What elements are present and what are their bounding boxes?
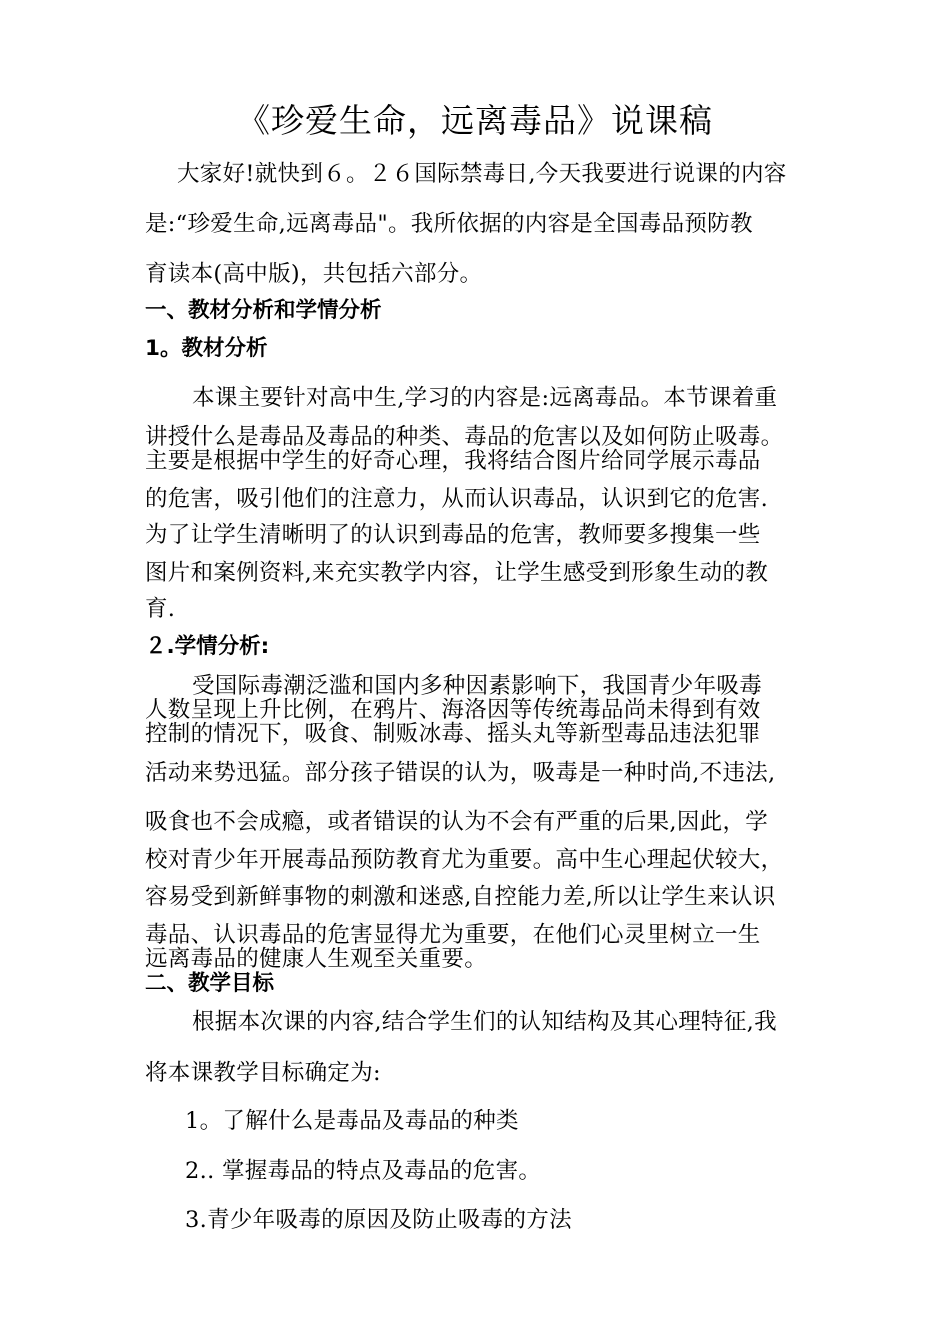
paragraph-line: 容易受到新鲜事物的刺激和迷惑,自控能力差,所以让学生来认识 [145, 884, 776, 910]
list-item: 1。了解什么是毒品及毒品的种类 [185, 1108, 519, 1134]
paragraph-line: 毒品、认识毒品的危害显得尤为重要，在他们心灵里树立一生 [145, 922, 761, 948]
paragraph-line: 将本课教学目标确定为: [145, 1060, 381, 1086]
paragraph-line: 是:“珍爱生命,远离毒品"。我所依据的内容是全国毒品预防教 [145, 211, 753, 237]
paragraph-line: 的危害，吸引他们的注意力，从而认识毒品，认识到它的危害. [145, 486, 769, 512]
subsection-heading-textbook-analysis: 1。教材分析 [145, 336, 268, 361]
paragraph-line: 校对青少年开展毒品预防教育尤为重要。高中生心理起伏较大， [145, 847, 784, 873]
paragraph-line: 远离毒品的健康人生观至关重要。 [145, 946, 488, 972]
document-title: 《珍爱生命，远离毒品》说课稿 [237, 101, 713, 140]
section-heading-1: 一、教材分析和学情分析 [145, 298, 382, 323]
paragraph-line: 根据本次课的内容,结合学生们的认知结构及其心理特征,我 [192, 1009, 777, 1035]
subsection-heading-learner-analysis: ２.学情分析: [145, 634, 270, 659]
paragraph-line: 育. [145, 596, 176, 622]
paragraph-line: 人数呈现上升比例，在鸦片、海洛因等传统毒品尚未得到有效 [145, 697, 761, 723]
paragraph-line: 活动来势迅猛。部分孩子错误的认为，吸毒是一种时尚,不违法, [145, 760, 776, 786]
section-heading-2: 二、教学目标 [145, 971, 275, 996]
paragraph-line: 吸食也不会成瘾，或者错误的认为不会有严重的后果,因此，学 [145, 809, 769, 835]
list-item: 3.青少年吸毒的原因及防止吸毒的方法 [185, 1207, 572, 1233]
paragraph-line: 受国际毒潮泛滥和国内多种因素影响下，我国青少年吸毒 [192, 673, 763, 699]
paragraph-line: 育读本(高中版)，共包括六部分。 [145, 261, 483, 287]
list-item: 2.. 掌握毒品的特点及毒品的危害。 [185, 1158, 542, 1184]
paragraph-line: 讲授什么是毒品及毒品的种类、毒品的危害以及如何防止吸毒。 [145, 424, 784, 450]
paragraph-line: 本课主要针对高中生,学习的内容是:远离毒品。本节课着重 [192, 385, 778, 411]
paragraph-line: 控制的情况下，吸食、制贩冰毒、摇头丸等新型毒品违法犯罪 [145, 721, 761, 747]
paragraph-line: 主要是根据中学生的好奇心理，我将结合图片给同学展示毒品 [145, 448, 761, 474]
paragraph-line: 为了让学生清晰明了的认识到毒品的危害，教师要多搜集一些 [145, 522, 761, 548]
paragraph-line: 图片和案例资料,来充实教学内容，让学生感受到形象生动的教 [145, 560, 769, 586]
paragraph-line: 大家好!就快到６。２６国际禁毒日,今天我要进行说课的内容 [177, 161, 787, 187]
